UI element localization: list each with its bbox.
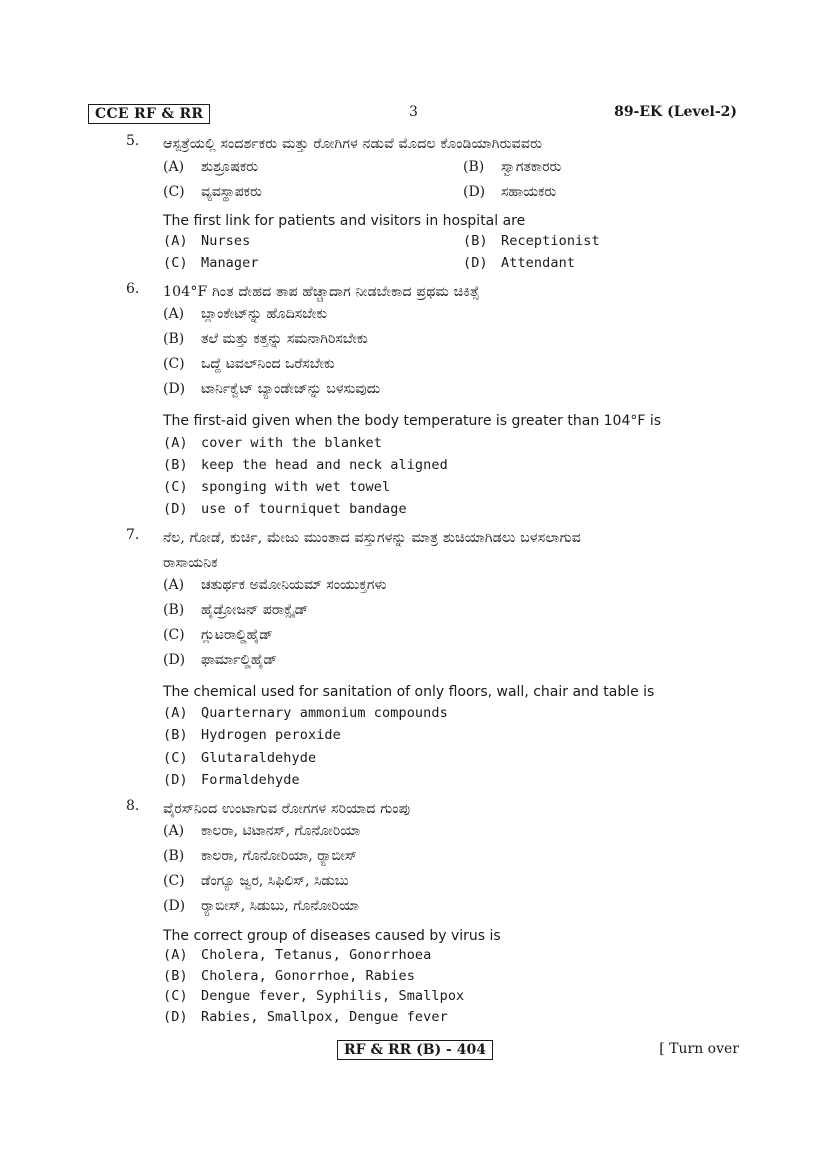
option-b-kannada: (B) ಹೈಡ್ರೋಜನ್ ಪರಾಕ್ಸೈಡ್ <box>163 602 309 618</box>
option-a-kannada: (A) ಕಾಲರಾ, ಟಿಟಾನಸ್, ಗೊನೋರಿಯಾ <box>163 823 361 839</box>
turn-over-note: [ Turn over <box>659 1041 739 1057</box>
option-b-english: (B) Cholera, Gonorrhoe, Rabies <box>163 968 415 984</box>
option-a-kannada: (A) ಚತುರ್ಥಕ ಅಮೋನಿಯಮ್ ಸಂಯುಕ್ತಗಳು <box>163 577 387 593</box>
question-number: 5. <box>126 133 140 149</box>
option-d-english: (D) Formaldehyde <box>163 772 300 788</box>
option-d-kannada: (D) ಸಹಾಯಕರು <box>463 184 557 200</box>
question-number: 6. <box>126 281 140 297</box>
option-b-kannada: (B) ಕಾಲರಾ, ಗೊನೋರಿಯಾ, ರ್‍ಯಾಬೀಸ್ <box>163 848 357 864</box>
footer-paper-code: RF & RR (B) - 404 <box>337 1040 493 1060</box>
option-c-english: (C) sponging with wet towel <box>163 479 391 495</box>
question-stem-english: The chemical used for sanitation of only floors, wall, chair and table is <box>163 684 655 700</box>
option-c-kannada: (C) ಗ್ಲುಟರಾಲ್ಡಿಹೈಡ್ <box>163 627 273 643</box>
option-a-kannada: (A) ಬ್ಲಾಂಕೇಟ್‌ನ್ನು ಹೊದಿಸಬೇಕು <box>163 306 328 322</box>
question-stem-english: The first link for patients and visitors in hospital are <box>163 213 526 229</box>
option-d-kannada: (D) ಟಾರ್ನಿಕ್ವೆಟ್ ಬ್ಯಾಂಡೇಜ್‌ನ್ನು ಬಳಸುವುದು <box>163 381 381 397</box>
option-a-english: (A) cover with the blanket <box>163 435 383 451</box>
option-c-kannada: (C) ಒದ್ದೆ ಟವಲ್‌ನಿಂದ ಒರೆಸಬೇಕು <box>163 356 335 372</box>
option-c-english: (C) Dengue fever, Syphilis, Smallpox <box>163 988 465 1004</box>
option-d-kannada: (D) ಫಾರ್ಮಾಲ್ಡಿಹೈಡ್ <box>163 652 277 668</box>
question-stem-english: The correct group of diseases caused by virus is <box>163 928 501 944</box>
question-stem-kannada: ವೈರಸ್‌ನಿಂದ ಉಂಟಾಗುವ ರೋಗಗಳ ಸರಿಯಾದ ಗುಂಪು <box>163 801 411 817</box>
option-c-kannada: (C) ಡೆಂಗ್ಯೂ ಜ್ವರ, ಸಿಫಿಲಿಸ್, ಸಿಡುಬು <box>163 873 349 889</box>
header-paper-code: 89-EK (Level-2) <box>614 104 737 120</box>
option-b-english: (B) Receptionist <box>463 233 600 249</box>
header-exam-code: CCE RF & RR <box>88 104 210 124</box>
option-b-kannada: (B) ತಲೆ ಮತ್ತು ಕತ್ತನ್ನು ಸಮನಾಗಿರಿಸಬೇಕು <box>163 331 368 347</box>
option-c-english: (C) Manager <box>163 255 259 271</box>
question-stem-kannada-line1: ನೆಲ, ಗೋಡೆ, ಕುರ್ಚಿ, ಮೇಜು ಮುಂತಾದ ವಸ್ತುಗಳನ್ನು ಮಾತ್ರ ಶುಚಿಯಾಗಿಡಲು ಬಳಸಲಾಗುವ <box>163 530 581 546</box>
question-stem-kannada: ಆಸ್ಪತ್ರೆಯಲ್ಲಿ ಸಂದರ್ಶಕರು ಮತ್ತು ರೋಗಿಗಳ ನಡುವೆ ಮೊದಲ ಕೊಂಡಿಯಾಗಿರುವವರು <box>163 136 543 152</box>
option-b-kannada: (B) ಸ್ವಾಗತಕಾರರು <box>463 159 562 175</box>
question-number: 8. <box>126 798 140 814</box>
option-c-english: (C) Glutaraldehyde <box>163 750 317 766</box>
option-d-english: (D) Rabies, Smallpox, Dengue fever <box>163 1009 448 1025</box>
question-stem-kannada: 104°F ಗಿಂತ ದೇಹದ ತಾಪ ಹೆಚ್ಚಾದಾಗ ನೀಡಬೇಕಾದ ಪ್ರಥಮ ಚಿಕಿತ್ಸೆ <box>163 284 480 300</box>
option-a-kannada: (A) ಶುಶ್ರೂಷಕರು <box>163 159 259 175</box>
option-b-english: (B) keep the head and neck aligned <box>163 457 448 473</box>
option-a-english: (A) Cholera, Tetanus, Gonorrhoea <box>163 947 432 963</box>
option-d-english: (D) use of tourniquet bandage <box>163 501 407 517</box>
option-d-english: (D) Attendant <box>463 255 576 271</box>
option-c-kannada: (C) ವ್ಯವಸ್ಥಾಪಕರು <box>163 184 262 200</box>
page-number: 3 <box>409 104 418 120</box>
question-stem-kannada-line2: ರಾಸಾಯನಿಕ <box>163 555 218 571</box>
option-a-english: (A) Nurses <box>163 233 251 249</box>
option-a-english: (A) Quarternary ammonium compounds <box>163 705 448 721</box>
option-d-kannada: (D) ರ್‍ಯಾಬೀಸ್, ಸಿಡುಬು, ಗೊನೋರಿಯಾ <box>163 898 359 914</box>
question-stem-english: The first-aid given when the body temperature is greater than 104°F is <box>163 413 662 429</box>
question-number: 7. <box>126 527 140 543</box>
option-b-english: (B) Hydrogen peroxide <box>163 727 341 743</box>
